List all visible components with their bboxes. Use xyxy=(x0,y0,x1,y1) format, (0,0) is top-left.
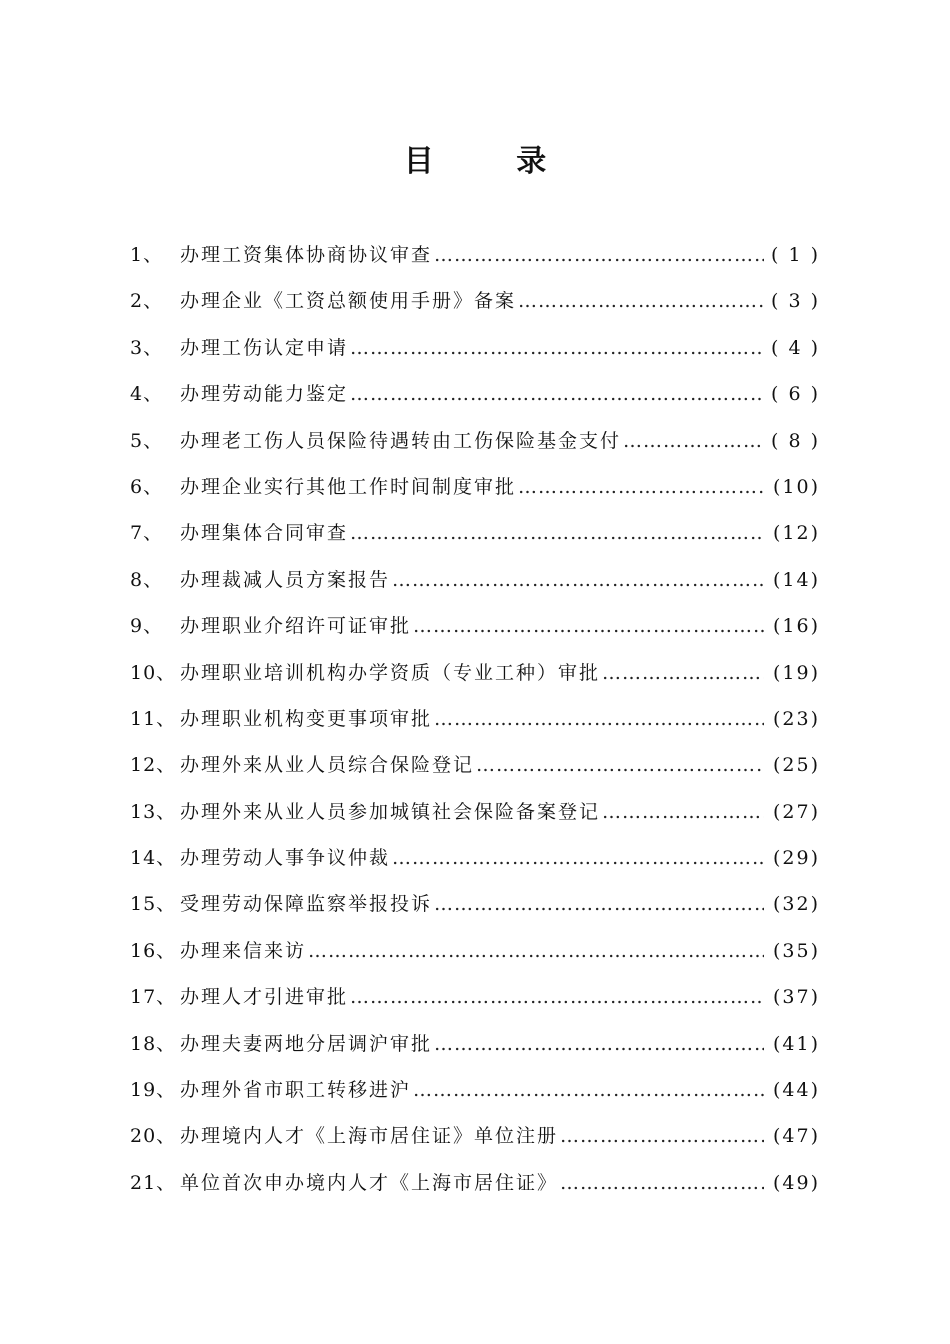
toc-entry-number: 21、 xyxy=(130,1171,177,1194)
toc-entry-number: 10、 xyxy=(130,661,177,684)
toc-dot-leader xyxy=(350,325,764,371)
toc-entry[interactable] xyxy=(130,603,820,649)
page-title: 目 录 xyxy=(403,144,583,179)
toc-entry[interactable] xyxy=(130,557,820,603)
toc-entry[interactable] xyxy=(130,371,820,417)
toc-entry-number: 15、 xyxy=(130,893,177,916)
toc-page-number: (29) xyxy=(772,847,820,870)
toc-dot-leader xyxy=(560,1113,764,1159)
toc-entry-title: 办理境内人才《上海市居住证》单位注册 xyxy=(180,1125,559,1148)
toc-entry[interactable] xyxy=(130,278,820,324)
toc-entry[interactable] xyxy=(130,974,820,1020)
toc-dot-leader xyxy=(602,650,764,696)
toc-page-number: (47) xyxy=(772,1125,820,1148)
toc-page-number: (27) xyxy=(772,800,820,823)
toc-entry-number: 1、 xyxy=(130,244,164,266)
toc-dot-leader xyxy=(560,1160,764,1206)
toc-dot-leader xyxy=(623,418,764,464)
toc-entry-title: 办理工伤认定申请 xyxy=(180,336,349,359)
toc-entry-title: 办理工资集体协商协议审查 xyxy=(180,244,433,266)
toc-page-number: ( 1 ) xyxy=(771,244,820,266)
toc-dot-leader xyxy=(413,1067,764,1113)
toc-dot-leader xyxy=(392,835,764,881)
toc-entry-title: 办理企业《工资总额使用手册》备案 xyxy=(180,290,517,313)
toc-dot-leader xyxy=(350,510,764,556)
toc-dot-leader xyxy=(518,464,764,510)
toc-page-number: (16) xyxy=(772,615,820,638)
toc-entry-title: 办理老工伤人员保险待遇转由工伤保险基金支付 xyxy=(180,429,622,452)
toc-dot-leader xyxy=(602,789,764,835)
toc-entry[interactable] xyxy=(130,1160,820,1206)
toc-page-number: ( 4 ) xyxy=(771,336,820,359)
toc-entry-number: 17、 xyxy=(130,986,177,1009)
toc-entry-number: 20、 xyxy=(130,1125,177,1148)
toc-dot-leader xyxy=(413,603,764,649)
toc-entry-number: 3、 xyxy=(130,336,164,359)
toc-page-number: (37) xyxy=(772,986,820,1009)
toc-page-number: (49) xyxy=(772,1171,820,1194)
toc-entry-number: 4、 xyxy=(130,383,164,406)
toc-page-number: ( 6 ) xyxy=(771,383,820,406)
toc-entry-title: 办理外省市职工转移进沪 xyxy=(180,1079,412,1102)
toc-entry-title: 办理来信来访 xyxy=(180,939,307,962)
toc-dot-leader xyxy=(434,696,764,742)
toc-page-number: ( 3 ) xyxy=(771,290,820,313)
toc-entry-number: 13、 xyxy=(130,800,177,823)
toc-dot-leader xyxy=(434,881,764,927)
toc-entry-title: 办理人才引进审批 xyxy=(180,986,349,1009)
toc-entry-number: 6、 xyxy=(130,475,164,498)
toc-entry[interactable] xyxy=(130,928,820,974)
toc-entry-number: 7、 xyxy=(130,522,164,545)
toc-entry-title: 办理职业机构变更事项审批 xyxy=(180,707,433,730)
toc-entry-title: 办理企业实行其他工作时间制度审批 xyxy=(180,475,517,498)
toc-entry-title: 单位首次申办境内人才《上海市居住证》 xyxy=(180,1171,559,1194)
toc-dot-leader xyxy=(518,278,764,324)
toc-entry-title: 办理劳动能力鉴定 xyxy=(180,383,349,406)
toc-entry[interactable] xyxy=(130,650,820,696)
toc-page-number: ( 8 ) xyxy=(771,429,820,452)
toc-dot-leader xyxy=(392,557,764,603)
toc-entry[interactable] xyxy=(130,232,820,278)
toc-entry-title: 办理外来从业人员综合保险登记 xyxy=(180,754,475,777)
toc-dot-leader xyxy=(434,1021,764,1067)
toc-entry[interactable] xyxy=(130,418,820,464)
table-of-contents xyxy=(130,232,820,1206)
toc-entry-title: 办理裁减人员方案报告 xyxy=(180,568,391,591)
toc-entry[interactable] xyxy=(130,1113,820,1159)
toc-page-number: (41) xyxy=(772,1032,820,1055)
toc-dot-leader xyxy=(476,742,764,788)
toc-entry[interactable] xyxy=(130,1021,820,1067)
toc-entry-number: 2、 xyxy=(130,290,164,313)
toc-entry[interactable] xyxy=(130,325,820,371)
toc-page-number: (14) xyxy=(772,568,820,591)
toc-entry-title: 办理集体合同审查 xyxy=(180,522,349,545)
toc-page-number: (32) xyxy=(772,893,820,916)
toc-entry-number: 12、 xyxy=(130,754,177,777)
toc-page-number: (35) xyxy=(772,939,820,962)
toc-entry[interactable] xyxy=(130,696,820,742)
toc-dot-leader xyxy=(350,371,764,417)
toc-entry-title: 办理外来从业人员参加城镇社会保险备案登记 xyxy=(180,800,601,823)
toc-page-number: (44) xyxy=(772,1079,820,1102)
toc-dot-leader xyxy=(434,232,764,278)
toc-entry[interactable] xyxy=(130,881,820,927)
toc-entry-title: 受理劳动保障监察举报投诉 xyxy=(180,893,433,916)
toc-entry-number: 8、 xyxy=(130,568,164,591)
toc-entry-number: 9、 xyxy=(130,615,164,638)
toc-page-number: (25) xyxy=(772,754,820,777)
toc-entry[interactable] xyxy=(130,464,820,510)
toc-entry-title: 办理劳动人事争议仲裁 xyxy=(180,847,391,870)
toc-entry[interactable] xyxy=(130,835,820,881)
toc-entry[interactable] xyxy=(130,789,820,835)
toc-entry-title: 办理职业培训机构办学资质（专业工种）审批 xyxy=(180,661,601,684)
toc-page-number: (10) xyxy=(772,475,820,498)
toc-dot-leader xyxy=(350,974,764,1020)
toc-entry-title: 办理夫妻两地分居调沪审批 xyxy=(180,1032,433,1055)
toc-entry-number: 18、 xyxy=(130,1032,177,1055)
toc-entry-number: 11、 xyxy=(130,707,177,730)
toc-entry-number: 19、 xyxy=(130,1079,177,1102)
toc-entry[interactable] xyxy=(130,1067,820,1113)
toc-entry[interactable] xyxy=(130,742,820,788)
toc-entry-number: 16、 xyxy=(130,939,177,962)
toc-entry-title: 办理职业介绍许可证审批 xyxy=(180,615,412,638)
toc-dot-leader xyxy=(308,928,764,974)
toc-page-number: (12) xyxy=(772,522,820,545)
toc-entry[interactable] xyxy=(130,510,820,556)
toc-entry-number: 14、 xyxy=(130,847,177,870)
toc-page-number: (19) xyxy=(772,661,820,684)
toc-entry-number: 5、 xyxy=(130,429,164,452)
toc-page-number: (23) xyxy=(772,707,820,730)
